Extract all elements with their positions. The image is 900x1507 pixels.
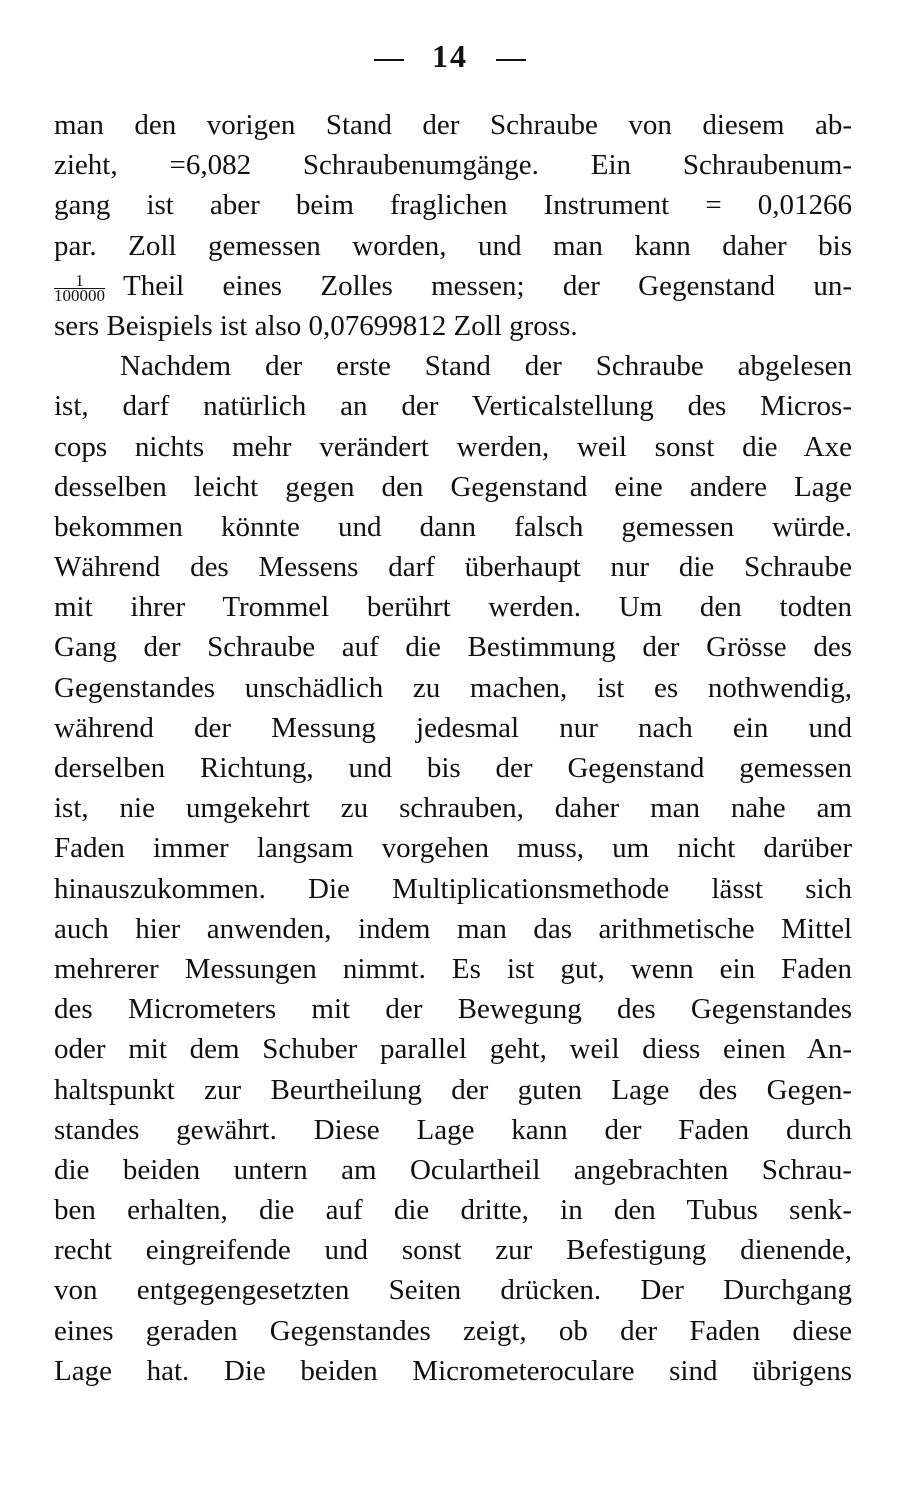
fraction — [54, 270, 105, 305]
text-line: recht eingreifende und sonst zur Befestigung dienende, — [54, 1234, 852, 1267]
fraction-numerator: 1 — [54, 274, 105, 289]
text-line: während der Messung jedesmal nur nach ein und — [54, 711, 852, 744]
body-text — [54, 105, 852, 1391]
text-line: standes gewährt. Diese Lage kann der Faden durch — [54, 1113, 852, 1146]
header-dash-left — [374, 59, 404, 61]
page-header — [0, 36, 900, 76]
text-line: mehrerer Messungen nimmt. Es ist gut, wenn ein Faden — [54, 952, 852, 985]
text-line: Faden immer langsam vorgehen muss, um nicht darüber — [54, 832, 852, 865]
text-line: ist, nie umgekehrt zu schrauben, daher man nahe am — [54, 792, 852, 825]
text-line: mit ihrer Trommel berührt werden. Um den todten — [54, 591, 852, 624]
fraction-denominator: 100000 — [54, 285, 105, 305]
text-line: man den vorigen Stand der Schraube von diesem ab- — [54, 109, 852, 141]
fraction-line-text: Theil eines Zolles messen; der Gegenstand un- — [123, 269, 852, 302]
text-line: cops nichts mehr verändert werden, weil sonst die Axe — [54, 430, 852, 463]
text-line: von entgegengesetzten Seiten drücken. Der Durchgang — [54, 1274, 852, 1307]
text-line: zieht, =6,082 Schraubenumgänge. Ein Schraubenum- — [54, 149, 852, 182]
text-line: bekommen könnte und dann falsch gemessen würde. — [54, 510, 852, 543]
text-line: Während des Messens darf überhaupt nur die Schraube — [54, 551, 852, 584]
text-line-with-fraction — [54, 266, 852, 306]
text-line: ist, darf natürlich an der Verticalstellung des Micros- — [54, 390, 852, 423]
text-line: des Micrometers mit der Bewegung des Gegenstandes — [54, 993, 852, 1026]
text-line: hinauszukommen. Die Multiplicationsmethode lässt sich — [54, 872, 852, 905]
text-line: haltspunkt zur Beurtheilung der guten Lage des Gegen- — [54, 1073, 852, 1106]
text-line: sers Beispiels ist also 0,07699812 Zoll gross. — [54, 309, 578, 342]
text-line: ben erhalten, die auf die dritte, in den Tubus senk- — [54, 1194, 852, 1227]
text-line: oder mit dem Schuber parallel geht, weil diess einen An- — [54, 1033, 852, 1066]
text-line: desselben leicht gegen den Gegenstand eine andere Lage — [54, 470, 852, 503]
text-line: par. Zoll gemessen worden, und man kann daher bis — [54, 229, 852, 262]
text-line: gang ist aber beim fraglichen Instrument = 0,01266 — [54, 189, 852, 222]
text-line: auch hier anwenden, indem man das arithmetische Mittel — [54, 912, 852, 945]
text-line: Gegenstandes unschädlich zu machen, ist es nothwendig, — [54, 671, 852, 704]
page-number: 14 — [432, 38, 468, 74]
text-line: eines geraden Gegenstandes zeigt, ob der Faden diese — [54, 1314, 852, 1347]
text-line: derselben Richtung, und bis der Gegenstand gemessen — [54, 752, 852, 784]
header-dash-right — [496, 59, 526, 61]
text-line: die beiden untern am Oculartheil angebrachten Schrau- — [54, 1153, 852, 1186]
text-line: Nachdem der erste Stand der Schraube abgelesen — [120, 350, 852, 383]
text-line: Lage hat. Die beiden Micrometeroculare sind übrigens — [54, 1354, 852, 1387]
text-line: Gang der Schraube auf die Bestimmung der Grösse des — [54, 631, 852, 664]
